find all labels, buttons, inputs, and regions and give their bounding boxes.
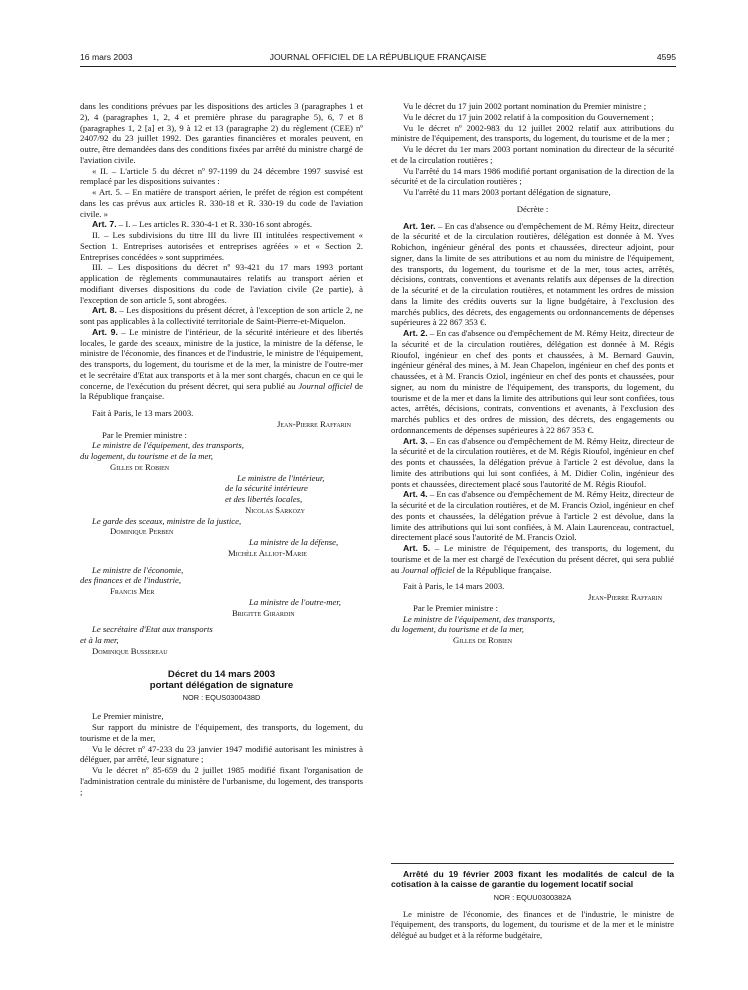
page-header — [80, 52, 676, 66]
article-5 — [391, 543, 674, 575]
article-9 — [80, 327, 363, 402]
journal-officiel-ref: Journal officiel — [401, 564, 455, 575]
signature-date: Fait à Paris, le 13 mars 2003. — [92, 408, 194, 418]
paragraph: Le ministre de l'économie, des finances et de l'industrie, le ministre de l'équipement, des transports, du logement, du tourisme et de la mer et le ministre délégué au budget et à la réforme budgétaire, — [391, 909, 674, 940]
pm-signature: Jean-Pierre Raffarin — [277, 418, 351, 429]
minister-title: Le garde des sceaux, ministre de la justice, — [92, 515, 242, 526]
left-column — [80, 101, 363, 797]
header-title: JOURNAL OFFICIEL DE LA RÉPUBLIQUE FRANÇAISE — [269, 52, 487, 62]
article-label: Art. 3. — [403, 435, 428, 446]
minister-title: Le ministre de l'intérieur, de la sécurité intérieure et des libertés locales, — [225, 472, 325, 504]
minister-signature: Dominique Bussereau — [92, 645, 168, 656]
arrete-title: Arrêté du 19 février 2003 fixant les modalités de calcul de la cotisation à la caisse de garantie du logement locatif social — [391, 869, 674, 889]
article-label: Art. 9. — [92, 326, 118, 337]
paragraph: Sur rapport du ministre de l'équipement, des transports, du logement, du tourisme et de la mer, — [80, 722, 363, 743]
article-8 — [80, 305, 363, 327]
minister-signature: Dominique Perben — [110, 526, 174, 537]
article-4 — [391, 489, 674, 543]
visa: Vu le décret nº 2002-983 du 12 juillet 2002 relatif aux attributions du ministre de l'équipement, des transports, du logement, du tourisme et de la mer ; — [391, 122, 674, 144]
nor-reference: NOR : EQUU0300382A — [493, 893, 572, 902]
paragraph: « Art. 5. – En matière de transport aérien, le préfet de région est compétent dans les cas prévus aux articles R. 330-18 et R. 330-19 du code de l'aviation civile. » — [80, 187, 363, 219]
nor-reference: NOR : EQUS0300438D — [182, 692, 261, 702]
par-premier-ministre: Par le Premier ministre : — [102, 429, 187, 440]
decree-title: Décret du 14 mars 2003 portant délégation de signature — [149, 668, 294, 691]
article-text: – En cas d'absence ou d'empêchement de M. Rémy Heitz, directeur de la sécurité et de la circulation routières, délégation est donnée à M. Régis Rioufol, ingénieur en chef des ponts et chaussées, à M. Bernard Gauvin, ingénieur général des mines, à M. Jean Chapelon, ingénieur en chef des ponts et chaussées, et à M. Francis Oziol, ingénieur en chef des ponts et chaussées, pour signer, au nom du ministre de l'équipement, des transports, du logement, du tourisme et de la mer et dans la limite des attributions qui leur sont confiées, tous actes, arrêtés, décisions, contrats, conventions et avenants, à l'exclusion des marchés publics et des ordres de mission, des décrets, des engagements ou ordonnancements de dépenses supérieures à 22 867 353 €. — [391, 328, 674, 435]
paragraph: II. – Les subdivisions du titre III du livre III intitulées respectivement « Section 1. Entreprises autorisées et entreprises agréées » et « Section 2. Entreprises concédées » sont supprimées. — [80, 230, 363, 262]
article-text: – Les dispositions du présent décret, à l'exception de son article 2, ne sont pas applicables à la collectivité territoriale de Saint-Pierre-et-Miquelon. — [80, 305, 364, 326]
minister-title: La ministre de l'outre-mer, — [249, 596, 341, 607]
minister-title: Le ministre de l'équipement, des transports, du logement, du tourisme et de la mer, — [391, 613, 555, 635]
minister-signature: Gilles de Robien — [110, 461, 170, 472]
visa: Vu le décret du 17 juin 2002 portant nomination du Premier ministre ; — [403, 101, 647, 111]
arrete-section — [391, 869, 674, 941]
article-text: de la République française. — [80, 380, 364, 402]
article-text: – I. – Les articles R. 330-4-1 et R. 330-16 sont abrogés. — [116, 219, 313, 230]
article-1 — [391, 221, 674, 329]
minister-title: La ministre de la défense, — [249, 537, 339, 547]
minister-signature: Gilles de Robien — [453, 635, 513, 645]
decrete-heading: Décrète : — [516, 203, 549, 214]
pm-signature: Jean-Pierre Raffarin — [588, 592, 662, 602]
article-text: – En cas d'absence ou d'empêchement de M. Rémy Heitz, directeur de la sécurité et de la circulation routières, et de M. Francis Oziol, ingénieur en chef des ponts et chaussées, la délégation prévue à l'article 2 est dévolue, dans la limite des attributions qui lui sont confiées, à M. Alain Laurenceau, contractuel, directement placé sous l'autorité de M. Francis Oziol. — [391, 489, 674, 543]
minister-signature: Nicolas Sarkozy — [245, 504, 305, 515]
article-label: Art. 1er. — [403, 220, 436, 231]
signature-date: Fait à Paris, le 14 mars 2003. — [403, 581, 505, 592]
minister-signature: Michèle Alliot-Marie — [228, 547, 307, 558]
minister-title: Le ministre de l'équipement, des transports, du logement, du tourisme et de la mer, — [80, 440, 244, 461]
article-label: Art. 7. — [92, 219, 117, 230]
header-date: 16 mars 2003 — [80, 52, 133, 62]
header-rule — [80, 66, 676, 67]
section-separator — [391, 863, 674, 864]
article-2 — [391, 328, 674, 436]
article-text: – Le ministre de l'équipement, des transports, du logement, du tourisme et de la mer est chargé de l'exécution du présent décret, qui sera publié au — [391, 543, 675, 575]
paragraph: Vu le décret nº 47-233 du 23 janvier 1947 modifié autorisant les ministres à déléguer, par arrêté, leur signature ; — [80, 743, 363, 765]
right-column — [391, 101, 674, 646]
paragraph: III. – Les dispositions du décret nº 93-421 du 17 mars 1993 portant application de règlements communautaires relatifs au transport aérien et modifiant diverses dispositions du code de l'aviation civile (2e partie), à l'exception de son article 5, sont abrogées. — [80, 262, 363, 305]
minister-signature: Brigitte Girardin — [232, 607, 295, 618]
article-label: Art. 4. — [403, 489, 428, 500]
paragraph: Le Premier ministre, — [92, 711, 164, 722]
paragraph: Vu le décret nº 85-659 du 2 juillet 1985 modifié fixant l'organisation de l'administration centrale du ministère de l'urbanisme, du logement, des transports ; — [80, 765, 363, 797]
article-text: – En cas d'absence ou d'empêchement de M. Rémy Heitz, directeur de la sécurité et de la circulation routières, et de M. Régis Rioufol, ingénieur en chef des ponts et chaussées, la délégation prévue à l'article 2 est dévolue, dans la limite des attributions qui lui sont confiées, à M. Didier Colin, ingénieur des ponts et chaussées, directement placé sous l'autorité de M. Régis Rioufol. — [391, 435, 674, 489]
article-text: – Le ministre de l'intérieur, de la sécurité intérieure et des libertés locales, le garde des sceaux, ministre de la justice, la ministre de la défense, le ministre de l'économie, des finances et de l'industrie, le ministre de l'équipement, des transports, du logement, du tourisme et de la mer, la ministre de l'outre-mer et le secrétaire d'Etat aux transports et à la mer sont chargés, chacun en ce qui le concerne, de l'exécution du présent décret, qui sera publié au — [80, 326, 364, 391]
article-7 — [80, 219, 363, 230]
article-label: Art. 8. — [92, 305, 117, 316]
minister-title: Le ministre de l'économie, des finances et de l'industrie, — [80, 564, 184, 586]
visa: Vu l'arrêté du 11 mars 2003 portant délégation de signature, — [403, 187, 611, 197]
article-text: de la République française. — [454, 564, 552, 575]
header-page-number: 4595 — [656, 52, 676, 62]
visa: Vu le décret du 17 juin 2002 relatif à la composition du Gouvernement ; — [403, 111, 654, 122]
article-label: Art. 5. — [403, 543, 431, 553]
visa: Vu l'arrêté du 14 mars 1986 modifié portant organisation de la direction de la sécurité et de la circulation routières ; — [391, 165, 674, 187]
article-3 — [391, 436, 674, 490]
article-text: – En cas d'absence ou d'empêchement de M. Rémy Heitz, directeur de la sécurité et de la circulation routières, délégation est donnée à M. Yves Robichon, ingénieur général des ponts et chaussées, directeur adjoint, pour signer, dans la limite de ses attributions et au nom du ministre de l'équipement, des transports, du logement, du tourisme et de la mer, tous actes, arrêtés, décisions, contrats, conventions et avenants relatifs aux dépenses de la direction de la sécurité et de la circulation routières, et notamment les ordres de mission dans la limite des crédits ouverts sur la ligne budgétaire, à l'exclusion des marchés publics, des décrets, des engagements ou ordonnancements de dépenses supérieures à 22 867 353 €. — [391, 220, 675, 328]
minister-title: Le secrétaire d'Etat aux transports et à la mer, — [80, 624, 213, 645]
article-label: Art. 2. — [403, 328, 428, 338]
paragraph: « II. – L'article 5 du décret nº 97-1199 du 24 décembre 1997 susvisé est remplacé par les dispositions suivantes : — [80, 165, 363, 187]
minister-signature: Francis Mer — [110, 586, 155, 596]
journal-officiel-ref: Journal officiel — [298, 380, 353, 391]
paragraph: dans les conditions prévues par les dispositions des articles 3 (paragraphes 1 et 2), 4 (paragraphes 1, 2, 4 et première phrase du paragraphe 5), 6, 7 et 8 (paragraphes 1, 2 [a] et 3), 9 à 12 et 13 (paragraphe 2) du règlement (CEE) nº 2407/92 du 23 juillet 1992. Des garanties financières et morales peuvent, en outre, être demandées dans des conditions fixées par arrêté du ministre chargé de l'aviation civile. — [80, 101, 363, 165]
visa: Vu le décret du 1er mars 2003 portant nomination du directeur de la sécurité et de la circulation routières ; — [391, 144, 674, 165]
par-premier-ministre: Par le Premier ministre : — [413, 602, 498, 613]
